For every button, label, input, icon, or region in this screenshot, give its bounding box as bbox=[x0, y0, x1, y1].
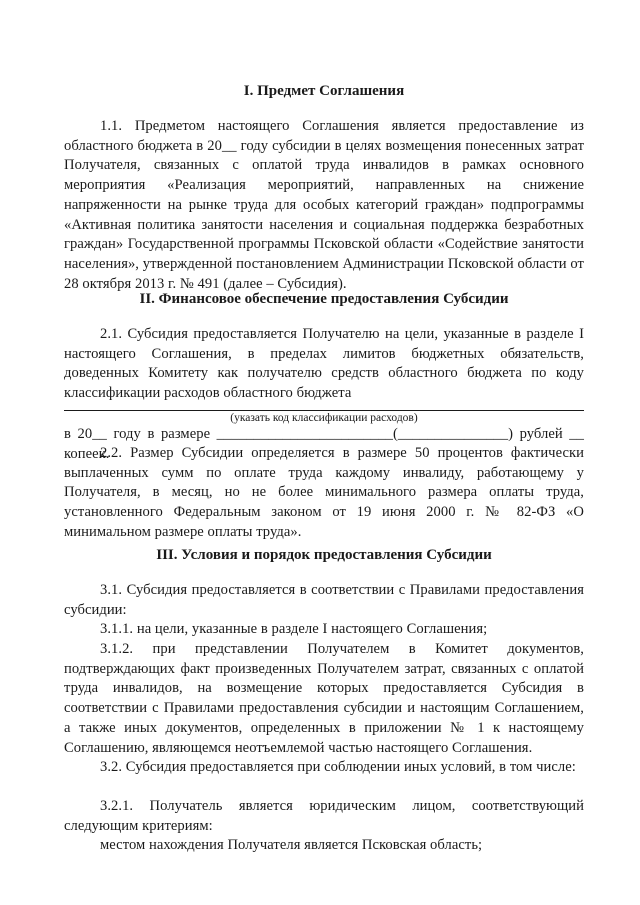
document-page bbox=[64, 0, 584, 905]
section-1-title: I. Предмет Соглашения bbox=[243, 83, 405, 99]
section-3-title: III. Условия и порядок предоставления Субсидии bbox=[156, 547, 492, 563]
classification-code-caption: (указать код классификации расходов) bbox=[230, 412, 418, 424]
paragraph-3-1: 3.1. Субсидия предоставляется в соответствии с Правилами предоставления субсидии: bbox=[64, 582, 584, 618]
paragraph-3-1-2: 3.1.2. при представлении Получателем в Комитет документов, подтверждающих факт произведенных Получателем затрат, связанных с оплатой труда инвалидов, на возмещение которых предоставляется Субсидия в соответствии с Правилами предоставления субсидии и настоящим Соглашением, а также иных документов, определенных в приложении № 1 к настоящему Соглашению, являющемся неотъемлемой частью настоящего Соглашения. bbox=[64, 641, 584, 756]
section-2-title: II. Финансовое обеспечение предоставления Субсидии bbox=[139, 291, 509, 307]
paragraph-3-2-1-criterion: местом нахождения Получателя является Псковская область; bbox=[100, 837, 483, 853]
paragraph-3-1-1: 3.1.1. на цели, указанные в разделе I настоящего Соглашения; bbox=[100, 621, 488, 637]
paragraph-3-2-1: 3.2.1. Получатель является юридическим лицом, соответствующий следующим критериям: bbox=[64, 798, 584, 834]
paragraph-2-1: 2.1. Субсидия предоставляется Получателю на цели, указанные в разделе I настоящего Соглашения, в пределах лимитов бюджетных обязательств, доведенных Комитету как получателю средств областного бюджета по коду классификации расходов областного бюджета bbox=[64, 326, 584, 402]
paragraph-1-1: 1.1. Предметом настоящего Соглашения является предоставление из областного бюджета в 20__ году субсидии в целях возмещения понесенных затрат Получателя, связанных с оплатой труда инвалидов в рамках основного мероприятия «Реализация мероприятий, направленных на снижение напряженности на рынке труда для особых категорий граждан» подпрограммы «Активная политика занятости населения и социальная поддержка безработных граждан» Государственной программы Псковской области «Содействие занятости населения», утвержденной постановлением Администрации Псковской области от 28 октября 2013 г. № 491 (далее – Субсидия). bbox=[64, 118, 584, 292]
paragraph-2-2: 2.2. Размер Субсидии определяется в размере 50 процентов фактически выплаченных сумм по оплате труда каждому инвалиду, работающему у Получателя, в месяц, но не более минимального размера оплаты труда, установленного Федеральным законом от 19 июня 2000 г. № 82-ФЗ «О минимальном размере оплаты труда». bbox=[64, 445, 584, 540]
paragraph-2-1-amount: в 20__ году в размере ________________________(_______________) рублей __ копеек. bbox=[64, 426, 584, 462]
paragraph-3-2: 3.2. Субсидия предоставляется при соблюдении иных условий, в том числе: bbox=[100, 759, 576, 775]
